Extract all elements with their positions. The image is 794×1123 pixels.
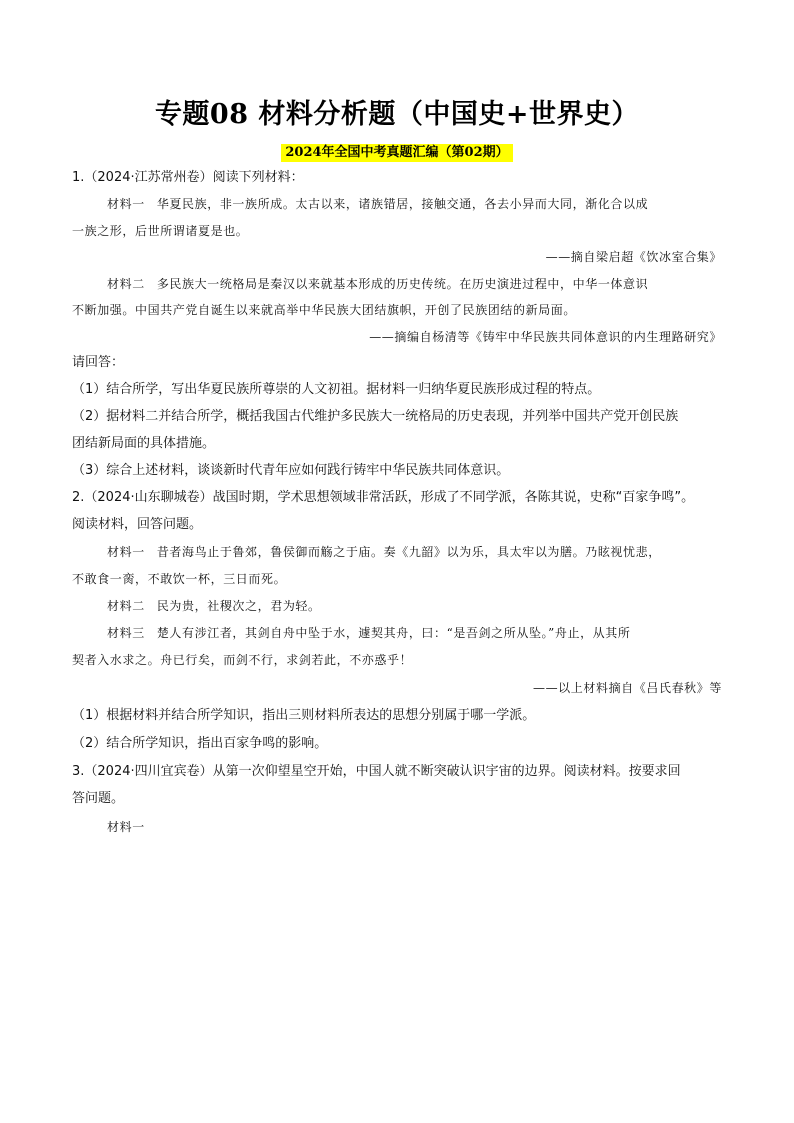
q2-material3-line1 [107, 624, 631, 642]
q2-material3-line2: 契者入水求之。舟已行矣，而剑不行，求剑若此，不亦惑乎！ [72, 653, 413, 667]
q1-material1-text1: 华夏民族，非一族所成。太古以来，诸族错居，接触交通，各去小异而大同，渐化合以成 [156, 197, 649, 211]
q2-material2-line1 [107, 597, 321, 615]
q1-material2-line2: 不断加强。中国共产党自诞生以来就高举中华民族大团结旗帜，开创了民族团结的新局面。 [72, 303, 577, 317]
q1-material1-source: ——摘自梁启超《饮冰室合集》 [545, 250, 722, 264]
q2-material1-line2: 不敢食一脔，不敢饮一杯，三日而死。 [72, 572, 287, 586]
q1-material2-label: 材料二 [107, 277, 145, 291]
q2-material1-text1: 昔者海鸟止于鲁郊，鲁侯御而觞之于庙。奏《九韶》以为乐，具太牢以为膳。乃眩视忧悲， [156, 545, 661, 559]
q3-material1-label: 材料一 [107, 820, 145, 834]
q3-header-line2: 答问题。 [72, 791, 125, 806]
q1-prompt: 请回答： [72, 355, 125, 370]
q2-subquestion-1: （1）根据材料并结合所学知识，指出三则材料所表达的思想分别属于哪一学派。 [72, 708, 536, 723]
q2-material1-label: 材料一 [107, 545, 145, 559]
q1-subquestion-2-line2: 团结新局面的具体措施。 [72, 436, 216, 451]
q1-subquestion-3: （3）综合上述材料，谈谈新时代青年应如何践行铸牢中华民族共同体意识。 [72, 463, 510, 478]
q1-material2-line1 [107, 275, 648, 293]
q2-material1-line1 [107, 543, 661, 561]
q1-subquestion-1: （1）结合所学，写出华夏民族所尊崇的人文初祖。据材料一归纳华夏民族形成过程的特点。 [72, 382, 601, 397]
q1-header: 1.（2024·江苏常州卷）阅读下列材料： [72, 170, 304, 185]
q1-material2-source: ——摘编自杨清等《铸牢中华民族共同体意识的内生理路研究》 [369, 330, 722, 344]
q2-source: ——以上材料摘自《吕氏春秋》等 [532, 681, 722, 695]
q2-header: 2.（2024·山东聊城卷）战国时期，学术思想领域非常活跃，形成了不同学派，各陈其说，史称“百家争鸣”。 [72, 490, 695, 505]
page-subtitle-highlighted: 2024年全国中考真题汇编（第02期） [281, 144, 512, 162]
q2-subquestion-2: （2）结合所学知识，指出百家争鸣的影响。 [72, 736, 328, 751]
q1-subquestion-2-line1: （2）据材料二并结合所学，概括我国古代维护多民族大一统格局的历史表现，并列举中国共产党开创民族 [72, 409, 679, 424]
q1-material1-line2: 一族之形，后世所谓诸夏是也。 [72, 224, 249, 238]
subtitle-wrap [0, 141, 794, 162]
q2-material3-label: 材料三 [107, 626, 145, 640]
q2-header-line2: 阅读材料，回答问题。 [72, 517, 203, 532]
q3-header: 3.（2024·四川宜宾卷）从第一次仰望星空开始，中国人就不断突破认识宇宙的边界。阅读材料。按要求回 [72, 764, 681, 779]
page-title: 专题08 材料分析题（中国史+世界史） [154, 99, 640, 130]
q1-material1-line1 [107, 195, 648, 213]
q2-material2-text1: 民为贵，社稷次之，君为轻。 [156, 599, 321, 613]
q1-material2-text1: 多民族大一统格局是秦汉以来就基本形成的历史传统。在历史演进过程中，中华一体意识 [156, 277, 649, 291]
q1-material1-label: 材料一 [107, 197, 145, 211]
q2-material2-label: 材料二 [107, 599, 145, 613]
q2-material3-text1: 楚人有涉江者，其剑自舟中坠于水，遽契其舟，曰：“是吾剑之所从坠。”舟止，从其所 [156, 626, 631, 640]
